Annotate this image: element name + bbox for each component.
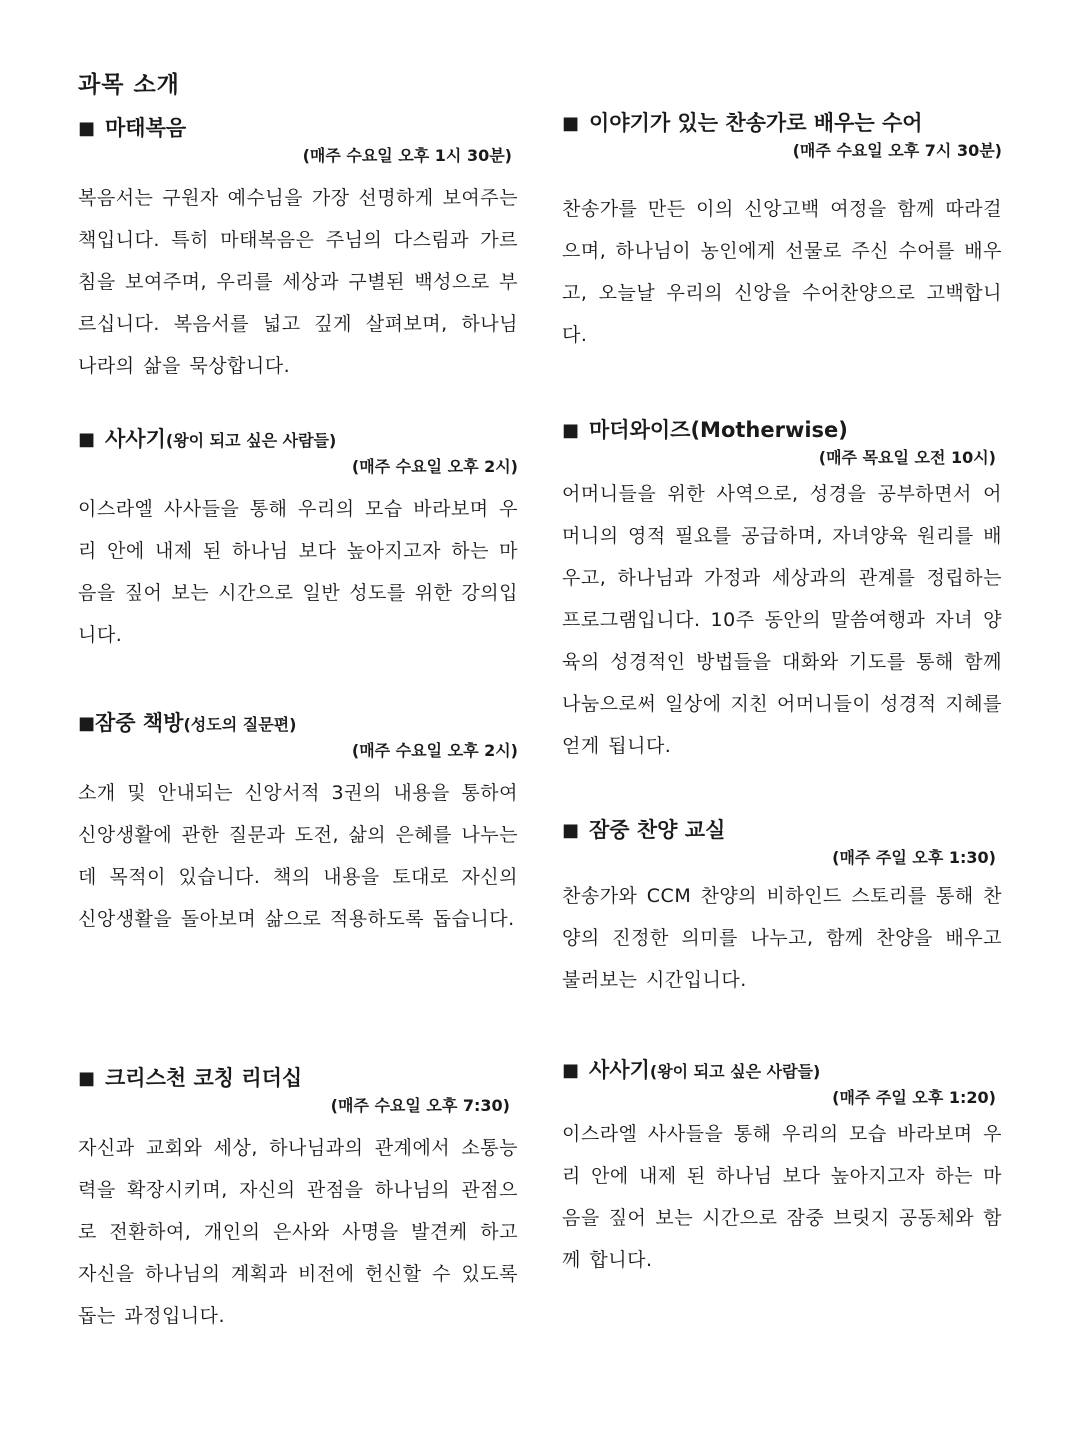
course-description: 이스라엘 사사들을 통해 우리의 모습 바라보며 우리 안에 내제 된 하나님 보다 높아지고자 하는 마음을 짚어 보는 시간으로 잠중 브릿지 공동체와 함께 합니다. [562,1123,1002,1271]
course-description: 찬송가와 CCM 찬양의 비하인드 스토리를 통해 찬양의 진정한 의미를 나누고, 함께 찬양을 배우고 불러보는 시간입니다. [562,885,1002,991]
course-judges-wed [78,424,518,656]
square-bullet-icon: ■ [78,713,96,734]
course-title-text: 마더와이즈(Motherwise) [589,418,848,442]
course-schedule: (매주 수요일 오후 1시 30분) [302,146,512,165]
square-bullet-icon: ■ [78,429,96,450]
course-subtitle: (왕이 되고 싶은 사람들) [165,431,337,450]
course-schedule: (매주 수요일 오후 2시) [351,457,518,476]
course-description: 소개 및 안내되는 신앙서적 3권의 내용을 통하여 신앙생활에 관한 질문과 도전, 삶의 은혜를 나누는 데 목적이 있습니다. 책의 내용을 토대로 자신의 신앙생활을 돌아보며 삶으로 적용하도록 돕습니다. [78,782,518,930]
course-schedule: (매주 수요일 오후 7:30) [330,1096,510,1115]
course-description: 복음서는 구원자 예수님을 가장 선명하게 보여주는 책입니다. 특히 마태복음은 주님의 다스림과 가르침을 보여주며, 우리를 세상과 구별된 백성으로 부르십니다. 복음서를 넓고 깊게 살펴보며, 하나님 나라의 삶을 묵상합니다. [78,187,518,377]
course-title [78,113,518,143]
course-subtitle: (성도의 질문편) [183,715,297,734]
course-title [78,1063,518,1093]
course-schedule: (매주 수요일 오후 2시) [351,741,518,760]
course-title-text: 마태복음 [105,116,187,140]
course-description: 찬송가를 만든 이의 신앙고백 여정을 함께 따라걸으며, 하나님이 농인에게 선물로 주신 수어를 배우고, 오늘날 우리의 신앙을 수어찬양으로 고백합니다. [562,198,1002,346]
course-schedule: (매주 목요일 오전 10시) [818,448,996,467]
course-title [78,424,518,454]
course-title-text: 크리스천 코칭 리더십 [105,1066,303,1090]
course-motherwise [562,415,1002,767]
course-judges-sun [562,1055,1002,1281]
course-schedule: (매주 수요일 오후 7시 30분) [792,141,1002,160]
square-bullet-icon: ■ [78,1068,96,1089]
course-title [562,815,1002,845]
square-bullet-icon: ■ [562,420,580,441]
course-book-club [78,708,518,940]
course-matthew [78,113,518,387]
course-description: 어머니들을 위한 사역으로, 성경을 공부하면서 어머니의 영적 필요를 공급하며, 자녀양육 원리를 배우고, 하나님과 가정과 세상과의 관계를 정립하는 프로그램입니다. 10주 동안의 말씀여행과 자녀 양육의 성경적인 방법들을 대화와 기도를 통해 함께 나눔으로써 일상에 지친 어머니들이 성경적 지혜를 얻게 됩니다. [562,483,1002,757]
course-schedule: (매주 주일 오후 1:20) [832,1088,996,1107]
course-description: 자신과 교회와 세상, 하나님과의 관계에서 소통능력을 확장시키며, 자신의 관점을 하나님의 관점으로 전환하여, 개인의 은사와 사명을 발견케 하고 자신을 하나님의 계획과 비전에 헌신할 수 있도록 돕는 과정입니다. [78,1137,518,1327]
square-bullet-icon: ■ [562,1060,580,1081]
course-schedule: (매주 주일 오후 1:30) [832,848,996,867]
square-bullet-icon: ■ [562,820,580,841]
course-coaching-leadership [78,1063,518,1337]
course-title-text: 잠중 찬양 교실 [589,818,726,842]
square-bullet-icon: ■ [78,118,96,139]
course-title-text: 잠중 책방 [95,711,184,735]
square-bullet-icon: ■ [562,113,580,134]
course-title-text: 사사기 [589,1058,650,1082]
course-title [78,708,518,738]
course-title-text: 사사기 [105,427,166,451]
course-title [562,108,1002,138]
course-sign-language-hymns [562,108,1002,356]
course-description: 이스라엘 사사들을 통해 우리의 모습 바라보며 우리 안에 내제 된 하나님 보다 높아지고자 하는 마음을 짚어 보는 시간으로 일반 성도를 위한 강의입니다. [78,498,518,646]
course-subtitle: (왕이 되고 싶은 사람들) [649,1062,821,1081]
page-title: 과목 소개 [78,72,180,98]
course-praise-class [562,815,1002,1001]
course-title [562,415,1002,445]
course-title-text: 이야기가 있는 찬송가로 배우는 수어 [589,111,923,135]
course-title [562,1055,1002,1085]
